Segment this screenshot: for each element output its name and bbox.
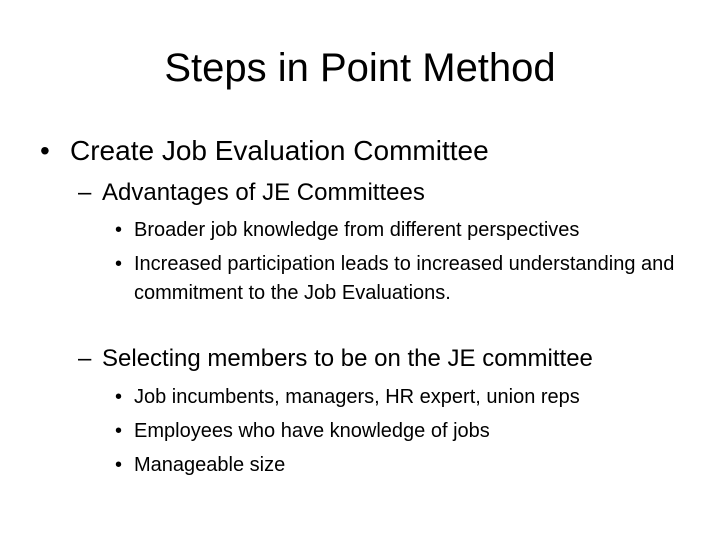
dash-marker: –	[78, 179, 92, 206]
sub-bullet-selecting-members	[78, 344, 718, 374]
slide-title: Steps in Point Method	[164, 46, 556, 90]
list-item	[115, 383, 695, 412]
bullet-marker: •	[115, 219, 123, 241]
bullet-marker: •	[115, 253, 123, 275]
list-item-text: Manageable size	[134, 454, 286, 476]
bullet-marker: •	[115, 386, 123, 408]
list-item-text: Increased participation leads to increased understanding and commitment to the Job Evaluations.	[134, 253, 675, 304]
list-item-text: Employees who have knowledge of jobs	[134, 420, 490, 442]
bullet-level1	[40, 134, 700, 168]
sub-bullet-advantages	[78, 178, 718, 208]
list-item	[115, 216, 695, 245]
list-item	[115, 417, 695, 446]
bullet-level1-text: Create Job Evaluation Committee	[70, 135, 489, 166]
dash-marker: –	[78, 345, 92, 372]
bullet-marker: •	[115, 454, 123, 476]
list-item-text: Broader job knowledge from different perspectives	[134, 219, 580, 241]
bullet-marker: •	[115, 420, 123, 442]
sub-bullet-text: Selecting members to be on the JE committee	[102, 345, 593, 372]
list-item-text: Job incumbents, managers, HR expert, union reps	[134, 386, 580, 408]
sub-bullet-text: Advantages of JE Committees	[102, 179, 425, 206]
list-item	[115, 451, 695, 480]
list-item	[115, 250, 695, 308]
bullet-marker: •	[40, 135, 50, 166]
